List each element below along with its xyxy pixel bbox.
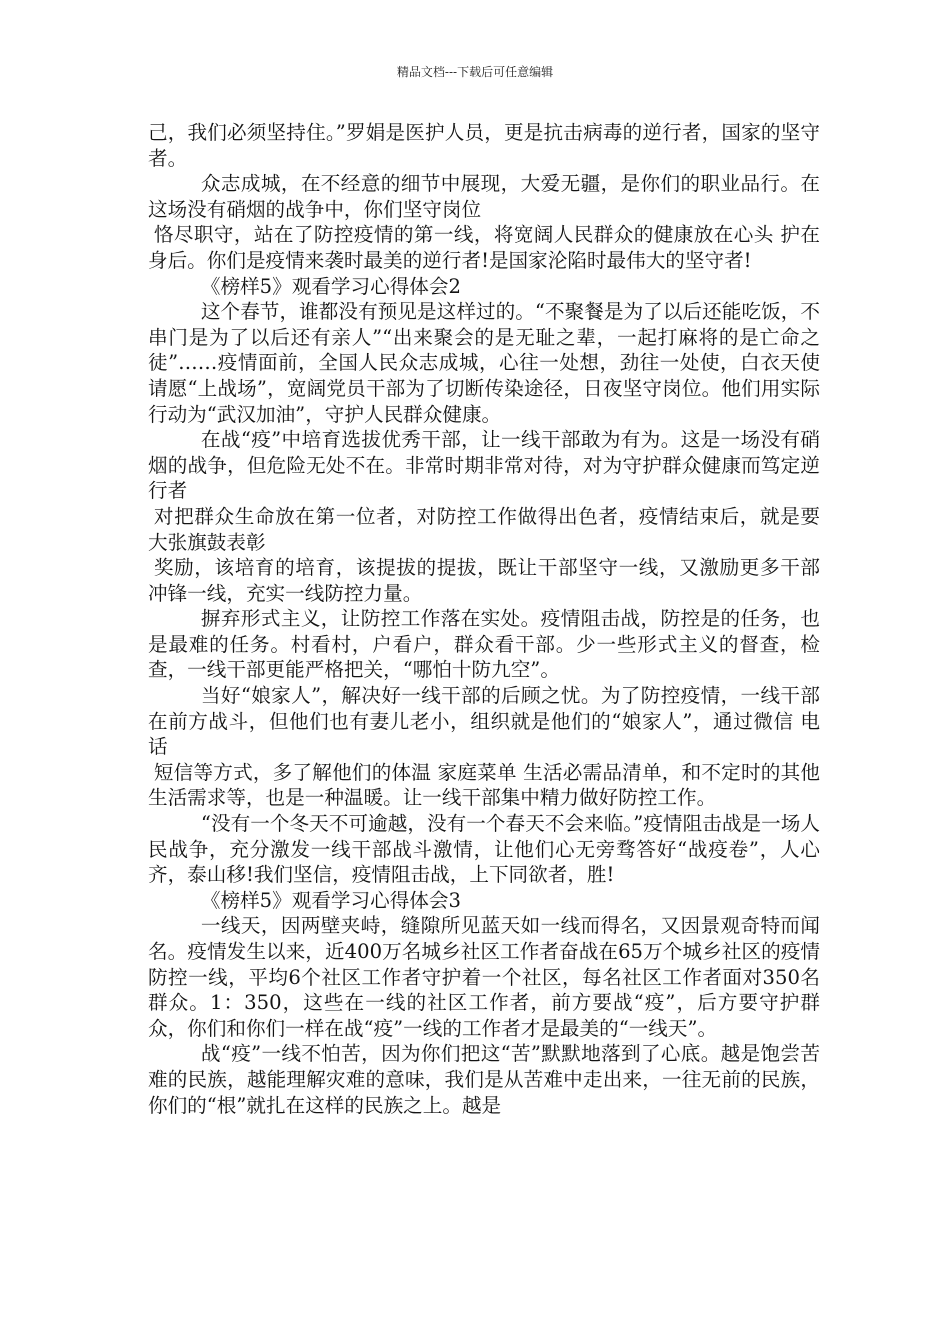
page-header: 精品文档---下载后可任意编辑 <box>396 65 554 79</box>
section-heading: 《榜样5》观看学习心得体会3 <box>200 888 461 912</box>
paragraph: 战“疫”一线不怕苦，因为你们把这“苦”默默地落到了心底。越是饱尝苦难的民族，越能理解灾难的意味，我们是从苦难中走出来，一往无前的民族，你们的“根”就扎在这样的民族之上。越是 <box>148 1042 820 1117</box>
paragraph: 对把群众生命放在第一位者，对防控工作做得出色者，疫情结束后，就是要大张旗鼓表彰 <box>148 504 820 554</box>
paragraph: 当好“娘家人”，解决好一线干部的后顾之忧。为了防控疫情，一线干部在前方战斗，但他们也有妻儿老小，组织就是他们的“娘家人”，通过微信 电话 <box>148 684 820 759</box>
paragraph: 在战“疫”中培育选拔优秀干部，让一线干部敢为有为。这是一场没有硝烟的战争，但危险无处不在。非常时期非常对待，对为守护群众健康而笃定逆行者 <box>148 428 820 503</box>
paragraph: “没有一个冬天不可逾越，没有一个春天不会来临。”疫情阻击战是一场人民战争，充分激发一线干部战斗激情，让他们心无旁骛答好“战疫卷”，人心齐，泰山移!我们坚信，疫情阻击战，上下同欲者，胜! <box>148 812 820 887</box>
paragraph: 这个春节，谁都没有预见是这样过的。“不聚餐是为了以后还能吃饭，不串门是为了以后还有亲人”“出来聚会的是无耻之辈，一起打麻将的是亡命之徒”……疫情面前，全国人民众志成城，心往一处想，劲往一处使，白衣天使请愿“上战场”，宽阔党员干部为了切断传染途径，日夜坚守岗位。他们用实际行动为“武汉加油”，守护人民群众健康。 <box>148 300 820 426</box>
paragraph: 摒弃形式主义，让防控工作落在实处。疫情阻击战，防控是的任务，也是最难的任务。村看村，户看户，群众看干部。少一些形式主义的督查，检查，一线干部更能严格把关，“哪怕十防九空”。 <box>148 607 820 682</box>
section-heading: 《榜样5》观看学习心得体会2 <box>200 274 461 298</box>
paragraph: 众志成城，在不经意的细节中展现，大爱无疆，是你们的职业品行。在这场没有硝烟的战争中，你们坚守岗位 <box>148 172 820 221</box>
paragraph: 恪尽职守，站在了防控疫情的第一线，将宽阔人民群众的健康放在心头 护在身后。你们是疫情来袭时最美的逆行者!是国家沦陷时最伟大的坚守者! <box>148 223 820 272</box>
paragraph: 一线天，因两壁夹峙，缝隙所见蓝天如一线而得名，又因景观奇特而闻名。疫情发生以来，近400万名城乡社区工作者奋战在65万个城乡社区的疫情防控一线，平均6个社区工作者守护着一个社区，每名社区工作者面对350名群众。1：350，这些在一线的社区工作者，前方要战“疫”，后方要守护群众，你们和你们一样在战“疫”一线的工作者才是最美的“一线天”。 <box>148 914 820 1040</box>
paragraph: 短信等方式，多了解他们的体温 家庭菜单 生活必需品清单，和不定时的其他生活需求等，也是一种温暖。让一线干部集中精力做好防控工作。 <box>148 760 820 810</box>
paragraph: 己，我们必须坚持住。”罗娟是医护人员，更是抗击病毒的逆行者，国家的坚守者。 <box>148 121 820 170</box>
document-body <box>148 120 820 1118</box>
paragraph: 奖励，该培育的培育，该提拔的提拔，既让干部坚守一线，又激励更多干部冲锋一线，充实一线防控力量。 <box>148 556 820 605</box>
